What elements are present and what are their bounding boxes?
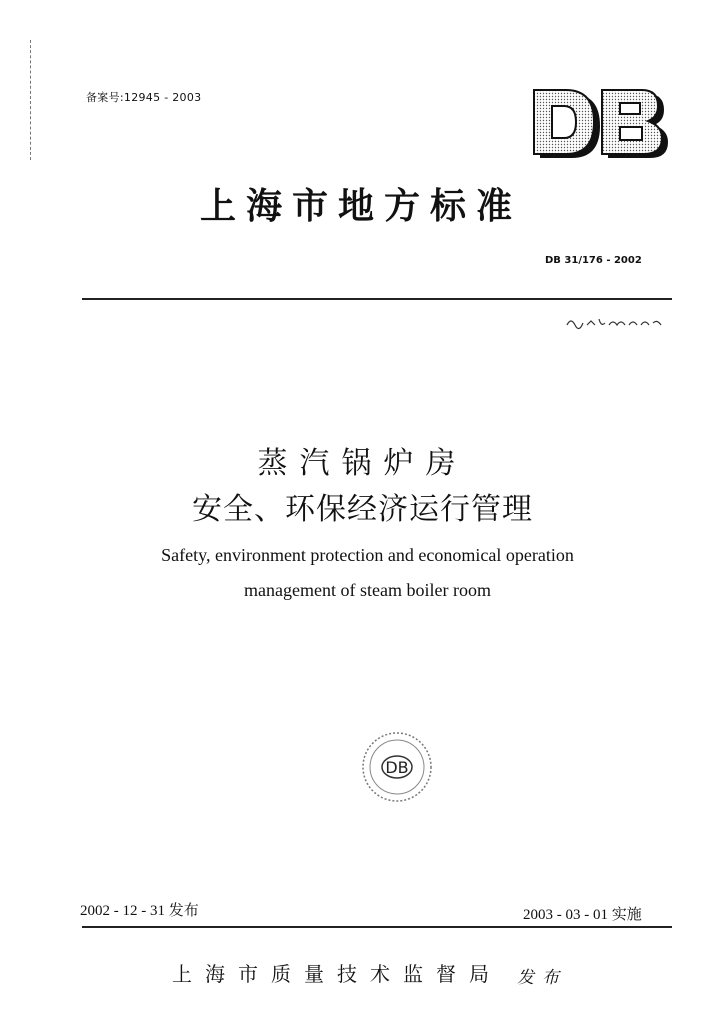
scan-margin-mark: [30, 40, 31, 160]
document-title-en-line1: Safety, environment protection and economical operation: [161, 545, 574, 565]
standard-number: DB 31/176 - 2002: [545, 255, 642, 266]
document-title-cn-line1: 蒸汽锅炉房: [257, 446, 468, 481]
footer-divider: [82, 926, 672, 928]
db-seal: [358, 728, 436, 810]
issue-date: 2002 - 12 - 31 发布: [80, 903, 199, 919]
filing-number: 备案号:12945 - 2003: [86, 91, 202, 104]
standard-title: 上海市地方标准: [200, 185, 523, 227]
db-seal-graphic: [358, 728, 436, 806]
header-divider: [82, 298, 672, 300]
implementation-date: 2003 - 03 - 01 实施: [523, 907, 642, 923]
document-title-en-line2: management of steam boiler room: [244, 580, 491, 600]
document-title-cn-line2: 安全、环保经济运行管理: [192, 492, 533, 527]
handwritten-mark: [565, 315, 665, 334]
publish-label: 发布: [517, 968, 567, 988]
issuing-authority: 上海市质量技术监督局: [172, 962, 502, 986]
handwritten-mark-graphic: [565, 315, 665, 331]
db-seal-text: DB: [385, 758, 409, 777]
db-logo-graphic: [530, 86, 670, 162]
db-logo: [530, 86, 670, 166]
